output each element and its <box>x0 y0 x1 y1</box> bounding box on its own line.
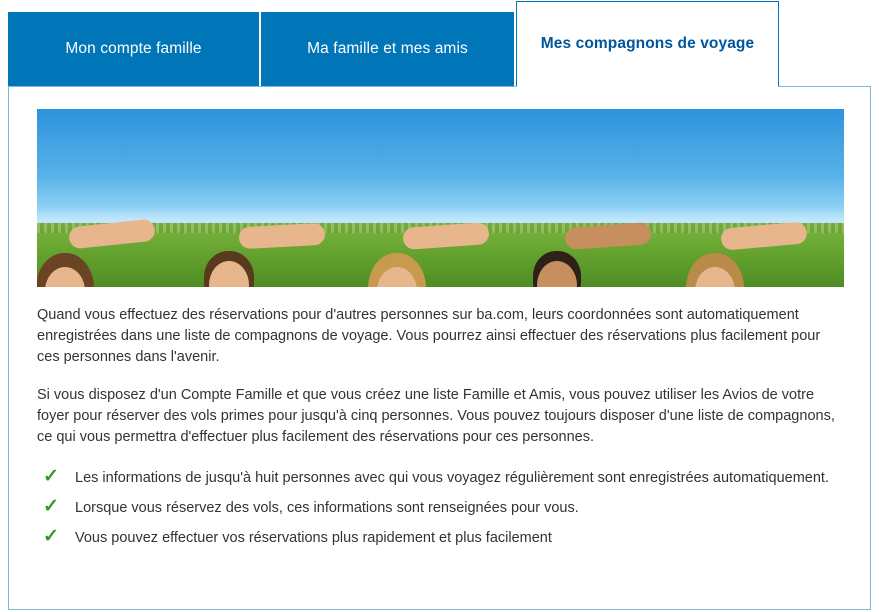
check-icon: ✓ <box>43 496 59 517</box>
tab-mes-compagnons-de-voyage[interactable] <box>516 1 779 87</box>
benefits-list <box>37 468 842 549</box>
tab-mon-compte-famille[interactable] <box>8 12 261 86</box>
tab-label: Mon compte famille <box>65 40 202 57</box>
tab-panel-mes-compagnons-de-voyage <box>8 86 871 610</box>
intro-paragraph-2: Si vous disposez d'un Compte Famille et que vous créez une liste Famille et Amis, vous pouvez utiliser les Avios de votre foyer pour réserver des vols primes pour jusqu'à cinq personnes. Vous pouvez toujours disposer d'une liste de compagnons, ce qui vous permettra d'effectuer plus facilement des réservations pour ces personnes. <box>37 387 835 445</box>
tab-label: Ma famille et mes amis <box>307 40 468 57</box>
check-icon: ✓ <box>43 466 59 487</box>
arm-shape <box>238 223 325 249</box>
list-item-label: Les informations de jusqu'à huit personnes avec qui vous voyagez régulièrement sont enregistrées automatiquement. <box>75 470 829 486</box>
tab-label: Mes compagnons de voyage <box>540 35 755 52</box>
list-item-label: Lorsque vous réservez des vols, ces informations sont renseignées pour vous. <box>75 500 579 516</box>
list-item-label: Vous pouvez effectuer vos réservations plus rapidement et plus facilement <box>75 530 552 546</box>
hero-image <box>37 109 844 287</box>
tab-bar <box>0 0 879 86</box>
list-item <box>37 498 842 519</box>
check-icon: ✓ <box>43 526 59 547</box>
tab-ma-famille-et-mes-amis[interactable] <box>261 12 516 86</box>
intro-paragraph-1: Quand vous effectuez des réservations pour d'autres personnes sur ba.com, leurs coordonnées sont automatiquement enregistrées dans une liste de compagnons de voyage. Vous pourrez ainsi effectuer des réservations plus facilement pour ces personnes dans l'avenir. <box>37 307 821 365</box>
list-item <box>37 468 842 489</box>
list-item <box>37 528 842 549</box>
